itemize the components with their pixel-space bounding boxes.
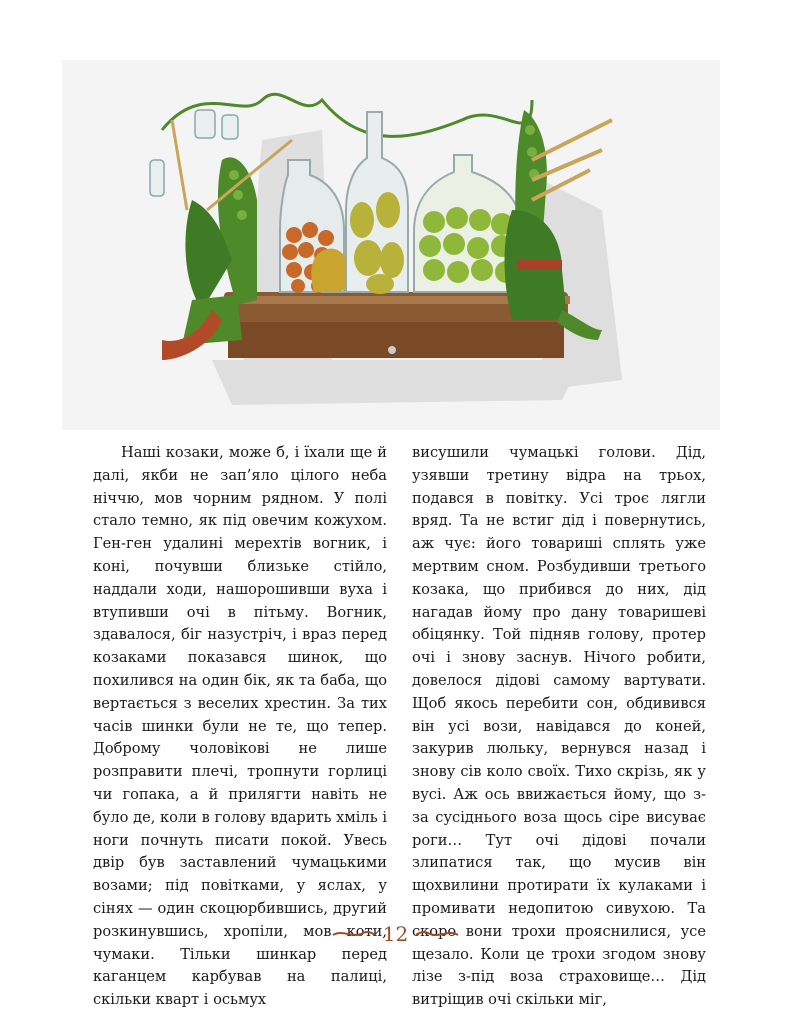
jar-pears: [346, 112, 408, 294]
jar-apricots: [280, 160, 349, 293]
right-flourish-icon: [414, 927, 460, 941]
folio: [0, 922, 791, 946]
paragraph-right: висушили чумацькі голови. Дід, узявши третину відра на трьох, подався в повітку. Усі троє лягли вряд. Та не встиг дід і повернутись, аж чує: його товариші сплять уже мертвим сном. Розбудивши третього козака, що прибився до них, дід нагадав йому про дану товаришеві обіцянку. Той підняв голову, протер очі і знову заснув. Нічого робити, довелося дідові самому вартувати. Щоб якось перебити сон, обдивився він усі вози, навідався до коней, закурив люльку, вернувся назад і знову сів коло своїх. Тихо скрізь, як у вусі. Аж ось ввижається йому, що з-за сусіднього воза щось сіре висуває роги… Тут очі дідові почали злипатися так, що мусив він щохвилини протирати їх кулаками і промивати недопитою сивухою. Та скоро вони трохи прояснилися, усе щезало. Коли це трохи згодом знову лізе з-під воза страховище… Дід витріщив очі скільки міг,: [412, 444, 706, 1009]
paragraph-left: Наші козаки, може б, і їхали ще й далі, якби не зап’яло цілого неба ніччю, мов чорним рядном. У полі стало темно, як під овечим кожухом. Ген-ген удалині мерехтів вогник, і коні, почувши близьке стійло, наддали ходи, нашорошивши вуха і втупивши очі в пітьму. Вогник, здавалося, біг назустріч, і враз перед козаками показався шинок, що похилився на один бік, як та баба, що вертається з веселих хрестин. За тих часів шинки були не те, що тепер. Доброму чоловікові не лише розправити плечі, тропнути горлиці чи гопака, а й прилягти навіть не було де, коли в голову вдарить хміль і ноги почнуть писати покой. Увесь двір був заставлений чумацькими возами; під повітками, у яслах, у сінях — один скоцюрбившись, другий розкинувшись, хропіли, мов коти, чумаки. Тільки шинкар перед каганцем карбував на палиці, скільки кварт і осьмух: [93, 444, 387, 1009]
vine: [162, 94, 532, 136]
left-flourish-icon: [331, 927, 377, 941]
illustration: [62, 60, 720, 430]
page-number: 12: [382, 922, 409, 946]
